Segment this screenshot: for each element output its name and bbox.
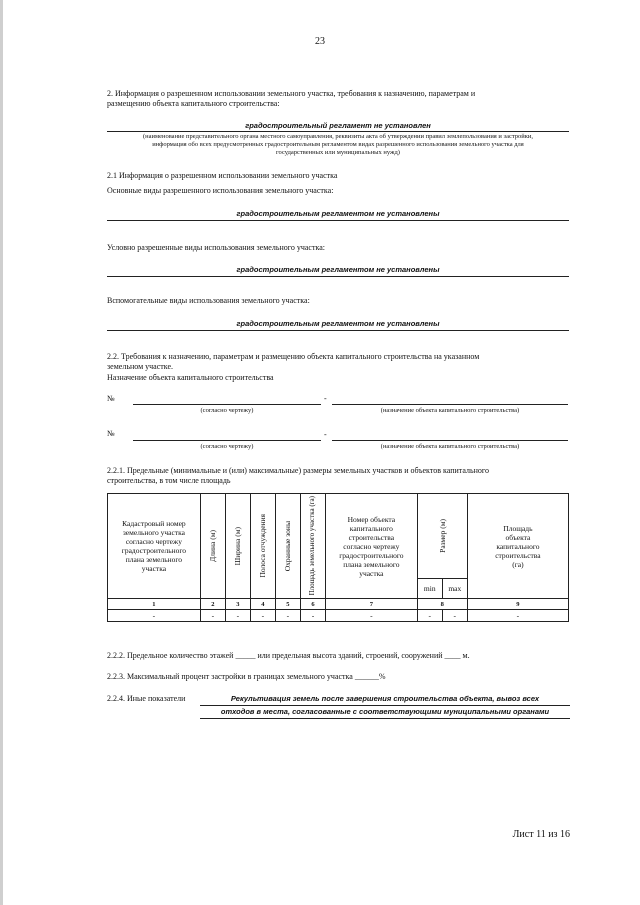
table-cell: -: [225, 610, 250, 622]
section-2-2-4-value-line2: отходов в места, согласованные с соответствующими муниципальными органами: [220, 707, 550, 716]
header-size: Размер (м): [417, 494, 467, 579]
header-cadastral: Кадастровый номер земельного участка согласно чертежу градостроительного плана земельного участка: [108, 494, 201, 599]
purpose-row-2-purpose-line: [332, 440, 568, 441]
table-cell: -: [300, 610, 325, 622]
parameters-table: [107, 493, 569, 622]
section-2-2-4-underline-1: [200, 705, 570, 706]
col-number-1: 1: [108, 599, 201, 610]
purpose-row-1-number-line: [133, 404, 321, 405]
col-number-4: 4: [250, 599, 275, 610]
section-2-2-heading-line2: земельном участке.: [107, 362, 174, 371]
purpose-row-1-number-sign: №: [107, 394, 115, 403]
auxiliary-uses-label: Вспомогательные виды использования земельного участка:: [107, 296, 310, 305]
header-object-number: Номер объекта капитального строительства согласно чертежу градостроительного плана земельного участка: [325, 494, 417, 599]
purpose-row-2-number-line: [133, 440, 321, 441]
section-2-2-1-heading-line2: строительства, в том числе площадь: [107, 476, 231, 485]
section-2-underline: [107, 131, 569, 132]
table-cell: -: [467, 610, 568, 622]
main-uses-value: градостроительным регламентом не установлены: [236, 209, 440, 218]
purpose-row-2-caption-right: (назначение объекта капитального строительства): [380, 443, 520, 450]
section-2-2-4-underline-2: [200, 718, 570, 719]
sheet-footer: Лист 11 из 16: [512, 829, 570, 840]
section-2-2-2-text: 2.2.2. Предельное количество этажей _____ или предельная высота зданий, строений, сооружений ____ м.: [107, 651, 470, 660]
header-width: Ширина (м): [225, 494, 250, 599]
section-2-2-4-label: 2.2.4. Иные показатели: [107, 694, 186, 703]
table-cell: -: [442, 610, 467, 622]
section-2-heading-line2: размещению объекта капитального строительства:: [107, 99, 280, 108]
page-number: 23: [315, 36, 325, 47]
conditional-uses-value: градостроительным регламентом не установлены: [236, 265, 440, 274]
purpose-row-2-number-sign: №: [107, 429, 115, 438]
table-cell: -: [200, 610, 225, 622]
table-cell: -: [417, 610, 442, 622]
table-cell: -: [108, 610, 201, 622]
table-cell: -: [250, 610, 275, 622]
header-area: Площадь земельного участка (га): [300, 494, 325, 599]
purpose-row-1-caption-left: (согласно чертежу): [200, 407, 254, 414]
section-2-note-line1: (наименование представительного органа местного самоуправления, реквизиты акта об утверждении правил землепользования и застройки,: [142, 133, 534, 140]
main-uses-label: Основные виды разрешенного использования земельного участка:: [107, 186, 334, 195]
section-2-note-line2: информация обо всех предусмотренных градостроительным регламентом видах разрешенного использования земельного участка для: [152, 141, 524, 148]
header-min: min: [417, 579, 442, 599]
purpose-row-1-caption-right: (назначение объекта капитального строительства): [380, 407, 520, 414]
purpose-row-1-purpose-line: [332, 404, 568, 405]
section-2-note-line3: государственных или муниципальных нужд): [276, 149, 400, 156]
table-cell: -: [325, 610, 417, 622]
conditional-uses-underline: [107, 276, 569, 277]
purpose-row-2-caption-left: (согласно чертежу): [200, 443, 254, 450]
purpose-row-2-dash: -: [324, 430, 327, 439]
section-2-2-4-value-line1: Рекультивация земель после завершения строительства объекта, вывоз всех: [230, 694, 540, 703]
main-uses-underline: [107, 220, 569, 221]
header-max: max: [442, 579, 467, 599]
conditional-uses-label: Условно разрешенные виды использования земельного участка:: [107, 243, 325, 252]
section-2-2-1-heading-line1: 2.2.1. Предельные (минимальные и (или) максимальные) размеры земельных участков и объектов капитального: [107, 466, 489, 475]
col-number-9: 9: [467, 599, 568, 610]
section-2-1-heading: 2.1 Информация о разрешенном использовании земельного участка: [107, 171, 338, 180]
page-edge: [0, 0, 3, 905]
col-number-5: 5: [275, 599, 300, 610]
col-number-7: 7: [325, 599, 417, 610]
section-2-value: градостроительный регламент не установлен: [245, 121, 431, 130]
header-object-area: Площадь объекта капитального строительства (га): [467, 494, 568, 599]
purpose-label: Назначение объекта капитального строительства: [107, 373, 274, 382]
header-zones: Охранные зоны: [275, 494, 300, 599]
col-number-6: 6: [300, 599, 325, 610]
table-row: [108, 610, 569, 622]
purpose-row-1-dash: -: [324, 394, 327, 403]
table-cell: -: [275, 610, 300, 622]
col-number-2: 2: [200, 599, 225, 610]
col-number-8: 8: [417, 599, 467, 610]
header-length: Длина (м): [200, 494, 225, 599]
header-strip: Полоса отчуждения: [250, 494, 275, 599]
section-2-2-heading-line1: 2.2. Требования к назначению, параметрам и размещению объекта капитального строительства на указанном: [107, 352, 480, 361]
auxiliary-uses-value: градостроительным регламентом не установлены: [236, 319, 440, 328]
section-2-2-3-text: 2.2.3. Максимальный процент застройки в границах земельного участка ______%: [107, 672, 386, 681]
col-number-3: 3: [225, 599, 250, 610]
auxiliary-uses-underline: [107, 330, 569, 331]
section-2-heading-line1: 2. Информация о разрешенном использовании земельного участка, требования к назначению, параметрам и: [107, 89, 476, 98]
